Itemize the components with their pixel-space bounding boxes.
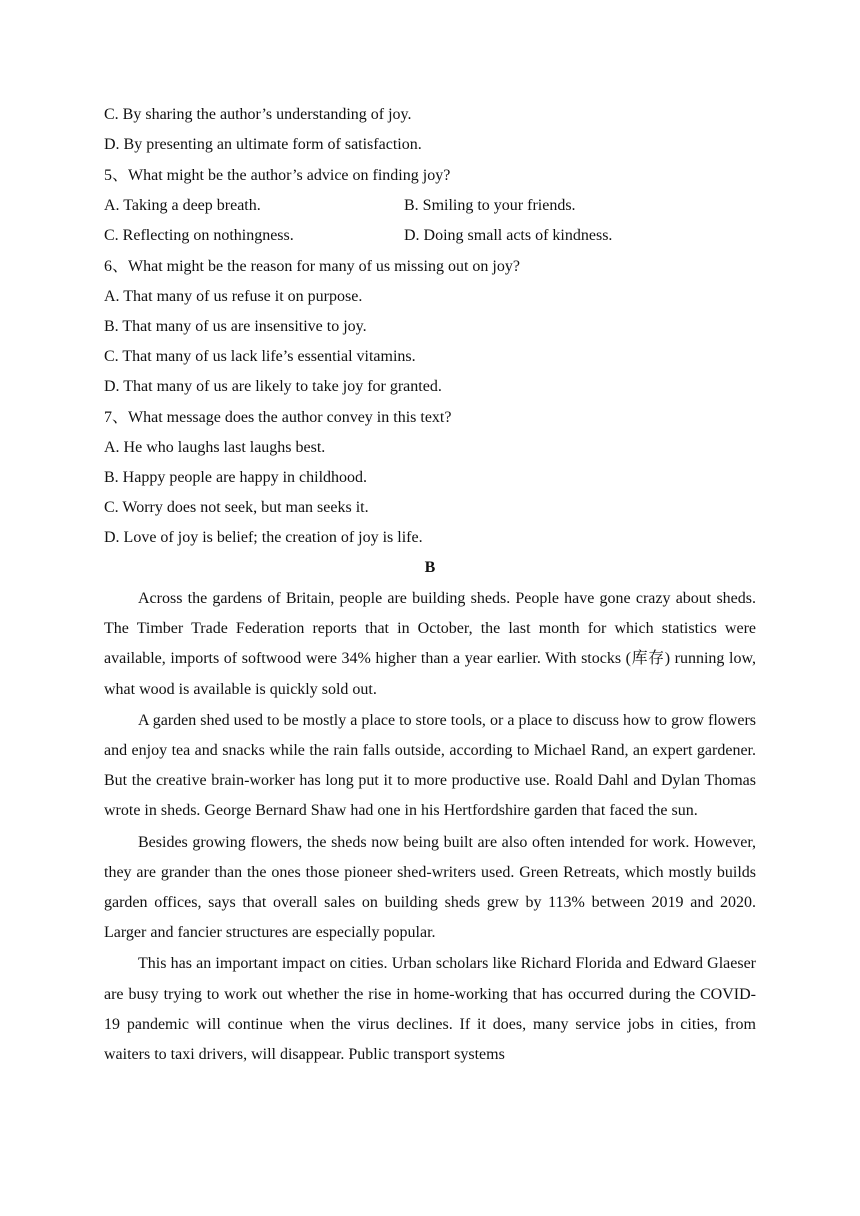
- q5-options-row-2: [104, 221, 756, 251]
- q7-option-b: B. Happy people are happy in childhood.: [104, 469, 368, 486]
- q6-stem: 6、What might be the reason for many of us missing out on joy?: [104, 258, 520, 275]
- q5-option-a: A. Taking a deep breath.: [104, 197, 261, 214]
- paragraph-3: Besides growing flowers, the sheds now being built are also often intended for work. However, they are grander than the ones those pioneer shed-writers used. Green Retreats, which mostly builds garden offices, says that overall sales on building sheds grew by 113% between 2019 and 2020. Larger and fancier structures are especially popular.: [104, 833, 756, 942]
- q5-options-row-1: [104, 191, 756, 221]
- paragraph-2: A garden shed used to be mostly a place to store tools, or a place to discuss how to grow flowers and enjoy tea and snacks while the rain falls outside, according to Michael Rand, an expert gardener. But the creative brain-worker has long put it to more productive use. Roald Dahl and Dylan Thomas wrote in sheds. George Bernard Shaw had one in his Hertfordshire garden that faced the sun.: [104, 711, 756, 820]
- q7-stem: 7、What message does the author convey in this text?: [104, 409, 452, 426]
- q7-option-a: A. He who laughs last laughs best.: [104, 439, 326, 456]
- section-heading: B: [424, 559, 436, 576]
- q5-option-b: B. Smiling to your friends.: [404, 197, 576, 214]
- q7-option-c: C. Worry does not seek, but man seeks it.: [104, 499, 369, 516]
- q4-option-c: C. By sharing the author’s understanding of joy.: [104, 106, 412, 123]
- q5-option-d: D. Doing small acts of kindness.: [404, 227, 613, 244]
- q6-option-a: A. That many of us refuse it on purpose.: [104, 288, 363, 305]
- q7-option-d: D. Love of joy is belief; the creation of joy is life.: [104, 529, 423, 546]
- q6-option-c: C. That many of us lack life’s essential vitamins.: [104, 348, 416, 365]
- q4-option-d: D. By presenting an ultimate form of satisfaction.: [104, 136, 422, 153]
- q6-option-b: B. That many of us are insensitive to joy.: [104, 318, 367, 335]
- q6-option-d: D. That many of us are likely to take joy for granted.: [104, 378, 442, 395]
- q5-stem: 5、What might be the author’s advice on finding joy?: [104, 167, 451, 184]
- paragraph-1: Across the gardens of Britain, people are building sheds. People have gone crazy about sheds. The Timber Trade Federation reports that in October, the last month for which statistics were available, imports of softwood were 34% higher than a year earlier. With stocks (库存) running low, what wood is available is quickly sold out.: [104, 590, 756, 698]
- document-page: [104, 100, 756, 1070]
- paragraph-4: This has an important impact on cities. Urban scholars like Richard Florida and Edward Glaeser are busy trying to work out whether the rise in home-working that has occurred during the COVID-19 pandemic will continue when the virus declines. If it does, many service jobs in cities, from waiters to taxi drivers, will disappear. Public transport systems: [104, 955, 756, 1064]
- q5-option-c: C. Reflecting on nothingness.: [104, 227, 294, 244]
